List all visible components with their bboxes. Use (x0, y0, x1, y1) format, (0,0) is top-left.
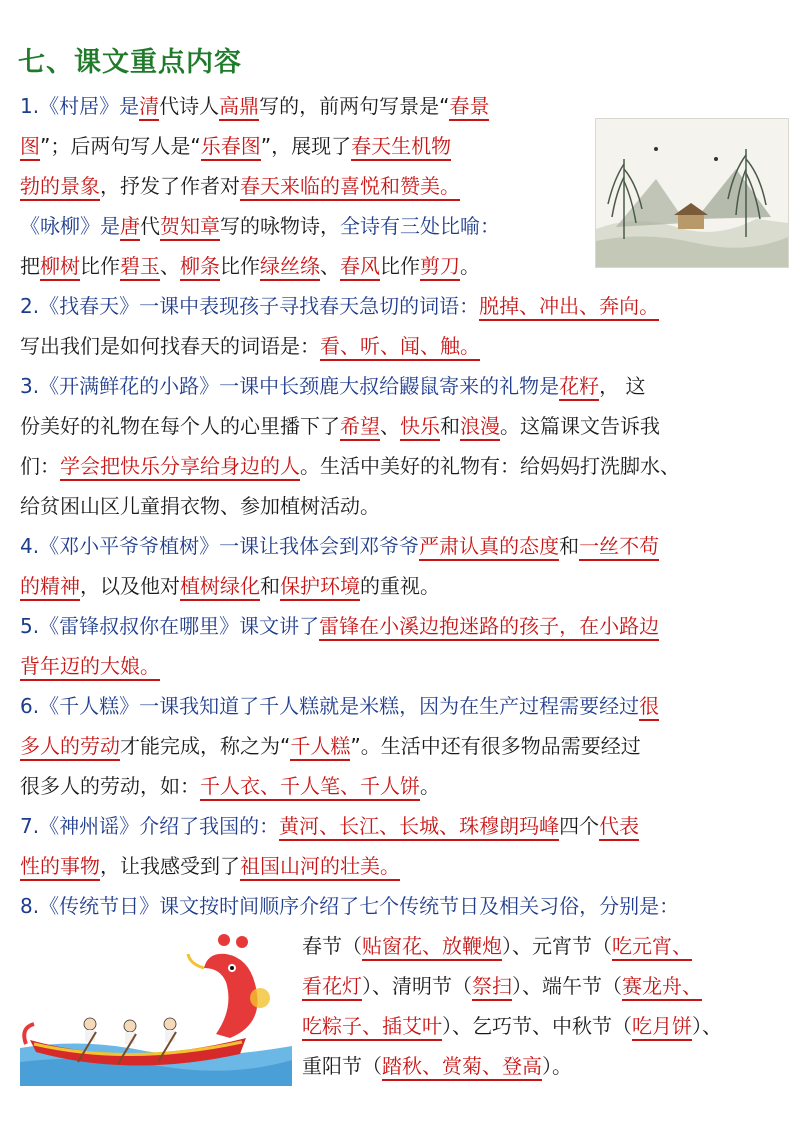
answer: 的精神 (20, 574, 80, 601)
lesson-title: 《咏柳》是 (20, 214, 120, 238)
answer: 性的事物 (20, 854, 100, 881)
text: 给贫困山区儿童捐衣物、参加植树活动。 (20, 494, 380, 518)
text: 写出我们是如何找春天的词语是： (20, 334, 320, 358)
answer: 希望 (340, 414, 380, 441)
answer: 贺知章 (160, 214, 220, 241)
answer: 柳树 (40, 254, 80, 281)
text: ，让我感受到了 (100, 854, 240, 878)
text: 比作 (80, 254, 120, 278)
text: 很多人的劳动，如： (20, 774, 200, 798)
dragon-boat-illustration (20, 928, 292, 1086)
answer: 勃的景象 (20, 174, 100, 201)
text: 比作 (380, 254, 420, 278)
answer: 黄河、长江、长城、珠穆朗玛峰 (279, 814, 559, 841)
item-2-line-2 (20, 332, 780, 360)
dragon-boat-drawing (20, 928, 292, 1086)
answer: 保护环境 (280, 574, 360, 601)
answer: 柳条 (180, 254, 220, 281)
lesson-title: 6.《千人糕》一课我知道了千人糕就是米糕，因为在生产过程需要经过 (20, 694, 640, 718)
item-4-line-1 (20, 532, 780, 560)
item-6-line-3 (20, 772, 780, 800)
lesson-title: 2.《找春天》一课中表现孩子寻找春天急切的词语： (20, 294, 480, 318)
lesson-note: 全诗有三处比喻： (340, 214, 500, 238)
answer: 快乐 (400, 414, 440, 441)
item-7-line-1 (20, 812, 780, 840)
lesson-title: 1.《村居》是 (20, 94, 140, 118)
answer: 春风 (340, 254, 380, 281)
lesson-title: 8.《传统节日》课文按时间顺序介绍了七个传统节日及相关习俗，分别是： (20, 894, 680, 918)
answer: 一丝不苟 (579, 534, 659, 561)
text: 、 (380, 414, 400, 438)
ink-landscape-illustration (595, 118, 789, 268)
text: ， 这 (599, 374, 646, 398)
text: 。生活中美好的礼物有：给妈妈打洗脚水、 (300, 454, 680, 478)
answer: 浪漫 (460, 414, 500, 441)
answer: 学会把快乐分享给身边的人 (60, 454, 300, 481)
answer: 脱掉、冲出、奔向。 (479, 294, 659, 321)
answer: 很 (639, 694, 659, 721)
answer: 踏秋、赏菊、登高 (382, 1054, 542, 1081)
answer: 赛龙舟、 (622, 974, 702, 1001)
text: 代 (140, 214, 160, 238)
item-3-line-4 (20, 492, 780, 520)
answer: 绿丝绦 (260, 254, 320, 281)
answer: 贴窗花、放鞭炮 (362, 934, 502, 961)
answer: 春天来临的喜悦和赞美。 (240, 174, 460, 201)
text: ，以及他对 (80, 574, 180, 598)
text: ）、元宵节（ (502, 934, 612, 958)
landscape-drawing (596, 119, 788, 267)
item-6-line-2 (20, 732, 780, 760)
text: ”；后两句写人是“ (40, 134, 201, 158)
item-3-line-3 (20, 452, 780, 480)
text: 、 (160, 254, 180, 278)
answer: 清 (139, 94, 159, 121)
text: 份美好的礼物在每个人的心里播下了 (20, 414, 340, 438)
text: 和 (559, 534, 580, 558)
item-8-line-5 (302, 1052, 780, 1080)
answer: 看花灯 (302, 974, 362, 1001)
answer: 多人的劳动 (20, 734, 120, 761)
text: ）、端午节（ (512, 974, 622, 998)
text: 们： (20, 454, 60, 478)
text: ，抒发了作者对 (100, 174, 240, 198)
item-2-line-1 (20, 292, 780, 320)
item-8-line-3 (302, 972, 780, 1000)
text: 写的咏物诗， (220, 214, 340, 238)
item-6-line-1 (20, 692, 780, 720)
text: 春节（ (302, 934, 362, 958)
text: 比作 (220, 254, 260, 278)
answer: 春景 (449, 94, 489, 121)
text: 把 (20, 254, 40, 278)
text: ）、 (692, 1014, 722, 1038)
item-7-line-2 (20, 852, 780, 880)
lesson-title: 5.《雷锋叔叔你在哪里》课文讲了 (20, 614, 320, 638)
item-1-line-1 (20, 92, 780, 120)
answer: 剪刀 (420, 254, 460, 281)
text: ）。 (542, 1054, 572, 1078)
text: 代诗人 (159, 94, 220, 118)
answer: 代表 (599, 814, 639, 841)
text: 。 (420, 774, 440, 798)
answer: 植树绿化 (180, 574, 260, 601)
text: ）、清明节（ (362, 974, 472, 998)
answer: 乐春图 (201, 134, 261, 161)
text: 和 (440, 414, 460, 438)
text: 、 (320, 254, 340, 278)
lesson-title: 7.《神州谣》介绍了我国的： (20, 814, 280, 838)
answer: 祖国山河的壮美。 (240, 854, 400, 881)
text: ”，展现了 (260, 134, 352, 158)
item-3-line-1 (20, 372, 780, 400)
text: 才能完成，称之为“ (120, 734, 291, 758)
lesson-title: 3.《开满鲜花的小路》一课中长颈鹿大叔给鼹鼠寄来的礼物是 (20, 374, 560, 398)
item-5-line-1 (20, 612, 780, 640)
text: ”。生活中还有很多物品需要经过 (350, 734, 641, 758)
answer: 花籽 (559, 374, 599, 401)
text: 写的，前两句写景是“ (259, 94, 450, 118)
text: 重阳节（ (302, 1054, 382, 1078)
answer: 春天生机物 (351, 134, 451, 161)
item-8-line-1 (20, 892, 780, 920)
answer: 吃元宵、 (612, 934, 692, 961)
answer: 碧玉 (120, 254, 160, 281)
section-title: 七、课文重点内容 (18, 47, 242, 78)
answer: 雷锋在小溪边抱迷路的孩子，在小路边 (319, 614, 659, 641)
item-8-line-4 (302, 1012, 780, 1040)
text: 和 (260, 574, 280, 598)
item-8-line-2 (302, 932, 780, 960)
answer: 吃月饼 (632, 1014, 692, 1041)
answer: 祭扫 (472, 974, 512, 1001)
item-3-line-2 (20, 412, 780, 440)
answer: 千人糕 (290, 734, 350, 761)
answer: 图 (20, 134, 40, 161)
answer: 看、听、闻、触。 (320, 334, 480, 361)
text: 的重视。 (360, 574, 440, 598)
answer: 高鼎 (219, 94, 259, 121)
item-4-line-2 (20, 572, 780, 600)
answer: 吃粽子、插艾叶 (302, 1014, 442, 1041)
text: 四个 (559, 814, 600, 838)
text: ）、乞巧节、中秋节（ (442, 1014, 632, 1038)
answer: 严肃认真的态度 (419, 534, 559, 561)
item-5-line-2 (20, 652, 780, 680)
answer: 唐 (120, 214, 140, 241)
answer: 千人衣、千人笔、千人饼 (200, 774, 420, 801)
text: 。这篇课文告诉我 (500, 414, 660, 438)
answer: 背年迈的大娘。 (20, 654, 160, 681)
text: 。 (460, 254, 480, 278)
lesson-title: 4.《邓小平爷爷植树》一课让我体会到邓爷爷 (20, 534, 420, 558)
